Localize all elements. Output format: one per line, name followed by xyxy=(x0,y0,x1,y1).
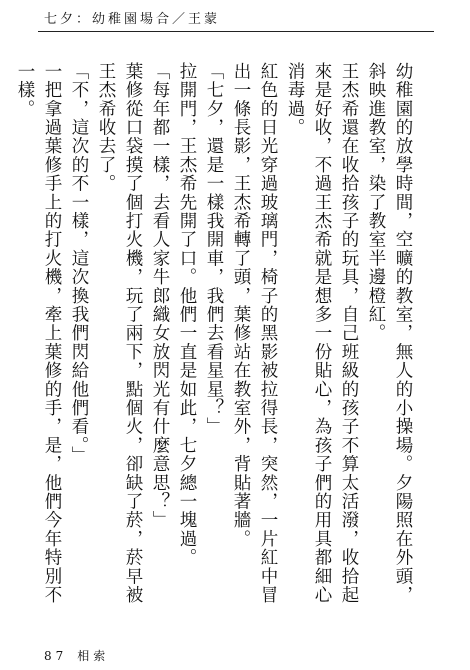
header-rule xyxy=(38,31,434,32)
page-footer xyxy=(44,647,119,664)
body-text xyxy=(15,62,416,622)
paragraph-9: 一把拿過葉修手上的打火機，牽上葉修的手，是，他們今年特別不一樣。 xyxy=(15,62,62,605)
paragraph-2: 王杰希還在收拾孩子的玩具，自己班級的孩子不算太活潑，收拾起來是好收，不過王杰希就是想多一份貼心，為孩子們的用具都細心消毒過。 xyxy=(285,62,359,605)
paragraph-5: 拉開門，王杰希先開了口。他們一直是如此，七夕總一塊過。 xyxy=(177,62,197,567)
running-header: 七夕：幼稚園場合／王蒙 xyxy=(44,12,221,27)
page-number: 87 xyxy=(44,649,68,663)
paragraph-8: 「不，這次的不一樣，這次換我們閃給他們看。」 xyxy=(69,62,89,465)
footer-label: 相索 xyxy=(77,649,110,663)
paragraph-4: 「七夕，還是一樣我開車，我們去看星星？」 xyxy=(204,62,224,436)
paragraph-3: 紅色的日光穿過玻璃門，椅子的黑影被拉得長，突然，一片紅中冒出一條長影，王杰希轉了頭，葉修站在教室外，背貼著牆。 xyxy=(231,62,278,605)
paragraph-6: 「每年都一樣，去看人家牛郎織女放閃光有什麼意思？」 xyxy=(150,62,170,530)
paragraph-1: 幼稚園的放學時間，空曠的教室，無人的小操場。夕陽照在外頭，斜映進教室，染了教室半邊橙紅。 xyxy=(366,62,413,605)
paragraph-7: 葉修從口袋摸了個打火機，玩了兩下，點個火，卻缺了菸，菸早被王杰希收去了。 xyxy=(96,62,143,605)
